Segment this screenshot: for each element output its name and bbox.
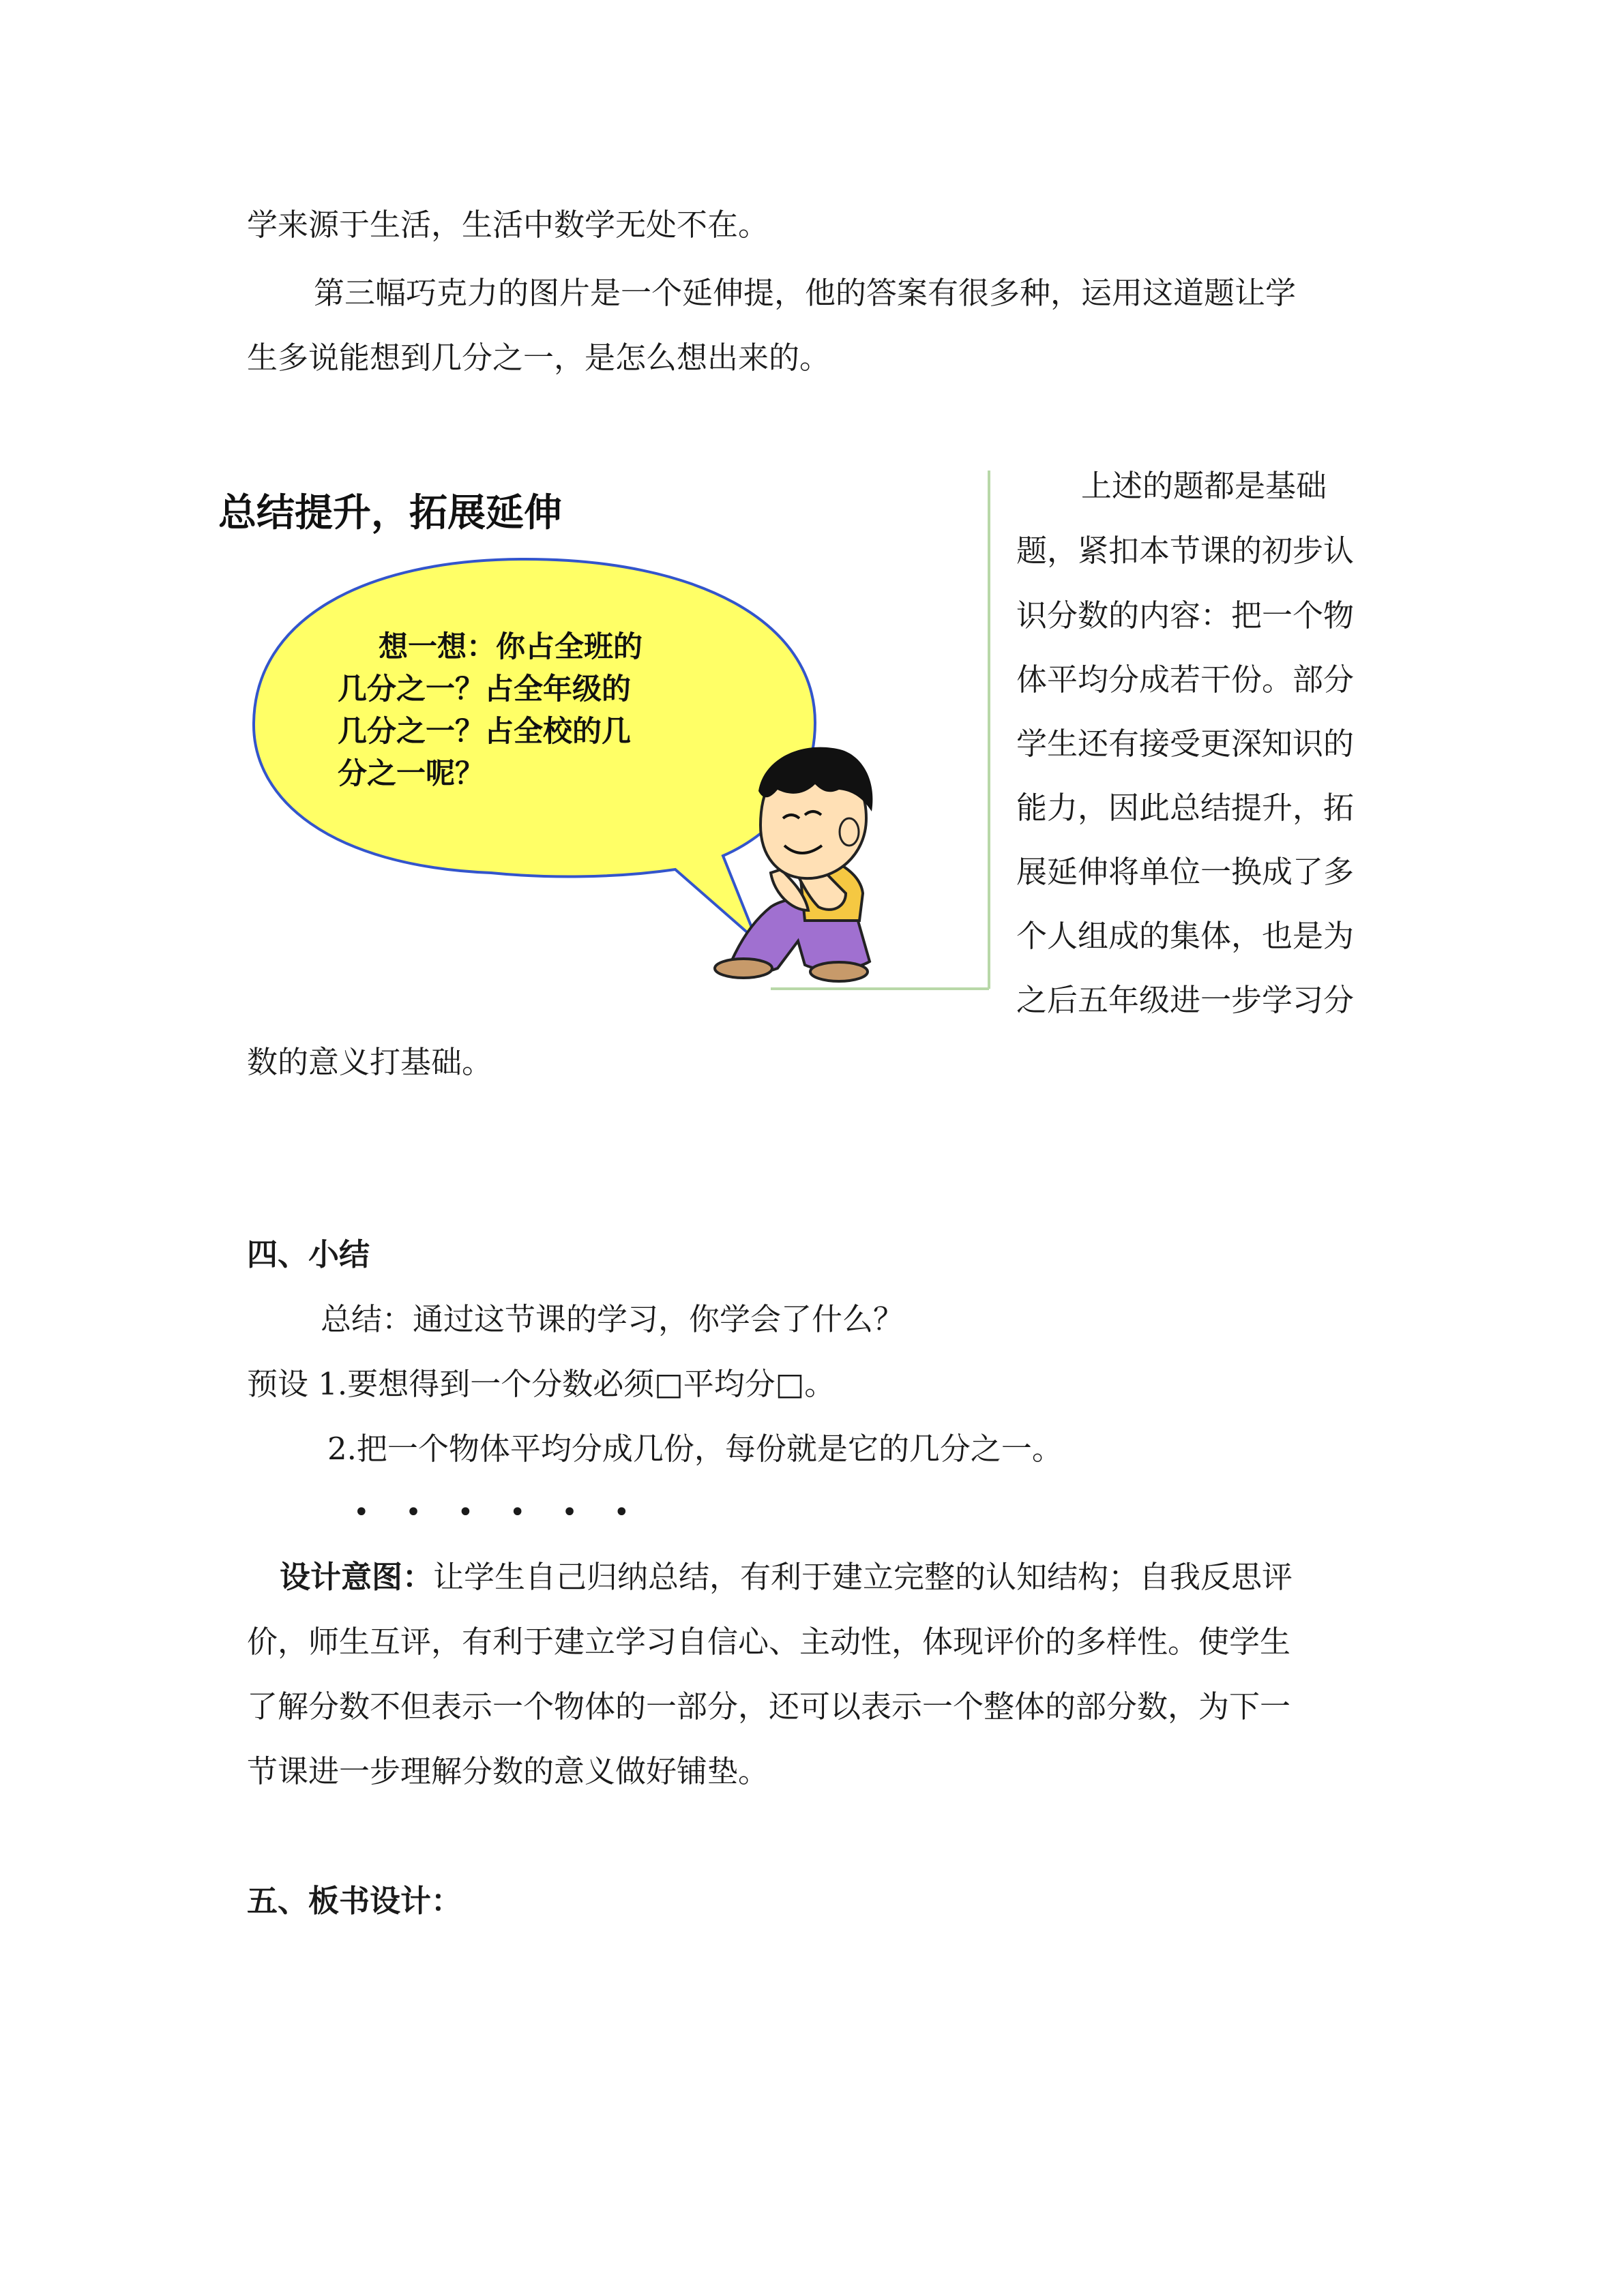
side-text-tail: 数的意义打基础。 [247,1044,493,1080]
intro-line-3: 生多说能想到几分之一，是怎么想出来的。 [247,340,831,376]
preset-1: 预设 1.要想得到一个分数必须□平均分□。 [247,1366,836,1402]
design-intent-text-1: 让学生自己归纳总结，有利于建立完整的认知结构；自我反思评 [433,1559,1293,1595]
figure-title: 总结提升，拓展延伸 [218,491,562,535]
bubble-line-1: 想一想：你占全班的 [379,630,643,664]
side-text-line-8: 个人组成的集体，也是为 [1016,918,1355,954]
section-5-heading: 五、板书设计： [247,1883,462,1919]
side-text-line-7: 展延伸将单位一换成了多 [1016,854,1355,890]
section-4-heading: 四、小结 [247,1236,370,1272]
ellipsis-bullets: • • • • • • [353,1497,644,1528]
summary-question: 总结：通过这节课的学习，你学会了什么？ [321,1301,904,1337]
speech-bubble-text [338,626,747,795]
bubble-line-4: 分之一呢？ [338,757,484,791]
design-intent-label: 设计意图： [280,1559,434,1595]
bubble-line-3: 几分之一？占全校的几 [338,715,631,749]
design-intent-line-2: 价，师生互评，有利于建立学习自信心、主动性，体现评价的多样性。使学生 [247,1624,1291,1660]
preset-2: 2.把一个物体平均分成几份，每份就是它的几分之一。 [327,1431,1063,1467]
design-intent-line-1 [280,1557,1293,1598]
side-text-line-1: 上述的题都是基础 [1081,468,1327,504]
design-intent-line-4: 节课进一步理解分数的意义做好铺垫。 [247,1753,769,1789]
side-text-line-3: 识分数的内容：把一个物 [1016,597,1355,633]
side-text-line-5: 学生还有接受更深知识的 [1016,726,1355,762]
side-text-line-2: 题，紧扣本节课的初步认 [1016,533,1355,569]
side-text-line-4: 体平均分成若干份。部分 [1016,661,1355,698]
intro-line-2: 第三幅巧克力的图片是一个延伸提，他的答案有很多种，运用这道题让学 [314,275,1297,311]
side-text-line-9: 之后五年级进一步学习分 [1016,982,1355,1018]
design-intent-line-3: 了解分数不但表示一个物体的一部分，还可以表示一个整体的部分数，为下一 [247,1688,1291,1725]
bubble-line-2: 几分之一？占全年级的 [338,672,631,706]
intro-line-1: 学来源于生活，生活中数学无处不在。 [247,207,769,243]
side-text-line-6: 能力，因此总结提升，拓 [1016,790,1355,826]
